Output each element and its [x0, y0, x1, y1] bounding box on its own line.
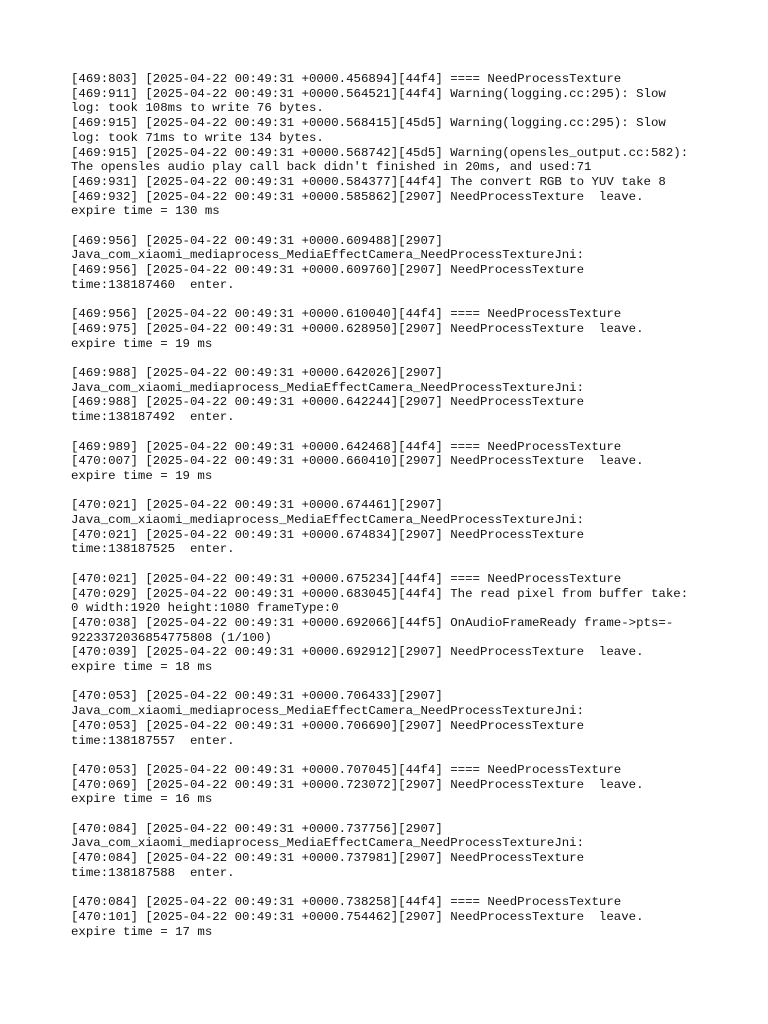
log-block	[71, 763, 731, 807]
log-block	[71, 440, 731, 484]
log-line: time:138187460 enter.	[71, 277, 235, 292]
log-line: time:138187557 enter.	[71, 733, 235, 748]
log-line: [470:029] [2025-04-22 00:49:31 +0000.683045][44f4] The read pixel from buffer take:	[71, 586, 689, 601]
log-line: [470:053] [2025-04-22 00:49:31 +0000.706690][2907] NeedProcessTexture	[71, 718, 585, 733]
log-line: [470:069] [2025-04-22 00:49:31 +0000.723072][2907] NeedProcessTexture leave.	[71, 777, 644, 792]
log-line: Java_com_xiaomi_mediaprocess_MediaEffectCamera_NeedProcessTextureJni:	[71, 380, 585, 395]
log-line: [470:039] [2025-04-22 00:49:31 +0000.692912][2907] NeedProcessTexture leave.	[71, 645, 644, 660]
log-line: Java_com_xiaomi_mediaprocess_MediaEffectCamera_NeedProcessTextureJni:	[71, 248, 585, 263]
log-block	[71, 498, 731, 557]
log-line: log: took 108ms to write 76 bytes.	[71, 101, 324, 116]
log-line: [469:989] [2025-04-22 00:49:31 +0000.642468][44f4] ==== NeedProcessTexture	[71, 439, 622, 454]
log-line: expire time = 18 ms	[71, 660, 213, 675]
log-line: expire time = 17 ms	[71, 924, 213, 939]
log-document	[71, 72, 731, 954]
log-line: [470:084] [2025-04-22 00:49:31 +0000.737756][2907]	[71, 821, 443, 836]
log-line: [470:007] [2025-04-22 00:49:31 +0000.660410][2907] NeedProcessTexture leave.	[71, 454, 644, 469]
log-line: 0 width:1920 height:1080 frameType:0	[71, 601, 339, 616]
log-line: expire time = 16 ms	[71, 792, 213, 807]
log-block	[71, 895, 731, 939]
log-line: Java_com_xiaomi_mediaprocess_MediaEffectCamera_NeedProcessTextureJni:	[71, 513, 585, 528]
log-block	[71, 234, 731, 293]
log-line: [469:803] [2025-04-22 00:49:31 +0000.456894][44f4] ==== NeedProcessTexture	[71, 72, 622, 86]
log-line: [469:911] [2025-04-22 00:49:31 +0000.564521][44f4] Warning(logging.cc:295): Slow	[71, 86, 666, 101]
log-line: [469:931] [2025-04-22 00:49:31 +0000.584377][44f4] The convert RGB to YUV take 8	[71, 174, 666, 189]
log-line: [470:053] [2025-04-22 00:49:31 +0000.707045][44f4] ==== NeedProcessTexture	[71, 762, 622, 777]
log-block	[71, 822, 731, 881]
log-line: Java_com_xiaomi_mediaprocess_MediaEffectCamera_NeedProcessTextureJni:	[71, 704, 585, 719]
log-line: [470:101] [2025-04-22 00:49:31 +0000.754462][2907] NeedProcessTexture leave.	[71, 909, 644, 924]
log-line: The opensles audio play call back didn't finished in 20ms, and used:71	[71, 160, 592, 175]
log-line: [470:053] [2025-04-22 00:49:31 +0000.706433][2907]	[71, 689, 443, 704]
log-block	[71, 307, 731, 351]
log-line: expire time = 130 ms	[71, 204, 220, 219]
log-line: [469:956] [2025-04-22 00:49:31 +0000.609760][2907] NeedProcessTexture	[71, 263, 585, 278]
log-line: 9223372036854775808 (1/100)	[71, 630, 272, 645]
log-line: [469:988] [2025-04-22 00:49:31 +0000.642244][2907] NeedProcessTexture	[71, 395, 585, 410]
log-block	[71, 366, 731, 425]
log-block	[71, 72, 731, 219]
log-line: expire time = 19 ms	[71, 336, 213, 351]
log-line: expire time = 19 ms	[71, 468, 213, 483]
log-line: [469:956] [2025-04-22 00:49:31 +0000.610040][44f4] ==== NeedProcessTexture	[71, 307, 622, 322]
log-block	[71, 689, 731, 748]
log-block	[71, 572, 731, 675]
log-line: time:138187588 enter.	[71, 865, 235, 880]
log-line: [470:021] [2025-04-22 00:49:31 +0000.675234][44f4] ==== NeedProcessTexture	[71, 571, 622, 586]
log-line: [470:021] [2025-04-22 00:49:31 +0000.674834][2907] NeedProcessTexture	[71, 527, 585, 542]
log-line: [469:932] [2025-04-22 00:49:31 +0000.585862][2907] NeedProcessTexture leave.	[71, 189, 644, 204]
log-line: [469:988] [2025-04-22 00:49:31 +0000.642026][2907]	[71, 366, 443, 381]
log-line: time:138187525 enter.	[71, 542, 235, 557]
log-line: Java_com_xiaomi_mediaprocess_MediaEffectCamera_NeedProcessTextureJni:	[71, 836, 585, 851]
log-line: [469:915] [2025-04-22 00:49:31 +0000.568415][45d5] Warning(logging.cc:295): Slow	[71, 116, 666, 131]
log-line: [470:084] [2025-04-22 00:49:31 +0000.737981][2907] NeedProcessTexture	[71, 851, 585, 866]
log-line: [469:956] [2025-04-22 00:49:31 +0000.609488][2907]	[71, 233, 443, 248]
log-line: [470:084] [2025-04-22 00:49:31 +0000.738258][44f4] ==== NeedProcessTexture	[71, 895, 622, 910]
log-line: [470:038] [2025-04-22 00:49:31 +0000.692066][44f5] OnAudioFrameReady frame->pts=-	[71, 615, 674, 630]
log-line: time:138187492 enter.	[71, 410, 235, 425]
log-line: [469:915] [2025-04-22 00:49:31 +0000.568742][45d5] Warning(opensles_output.cc:582):	[71, 145, 689, 160]
log-line: [470:021] [2025-04-22 00:49:31 +0000.674461][2907]	[71, 498, 443, 513]
log-line: log: took 71ms to write 134 bytes.	[71, 130, 324, 145]
log-line: [469:975] [2025-04-22 00:49:31 +0000.628950][2907] NeedProcessTexture leave.	[71, 321, 644, 336]
